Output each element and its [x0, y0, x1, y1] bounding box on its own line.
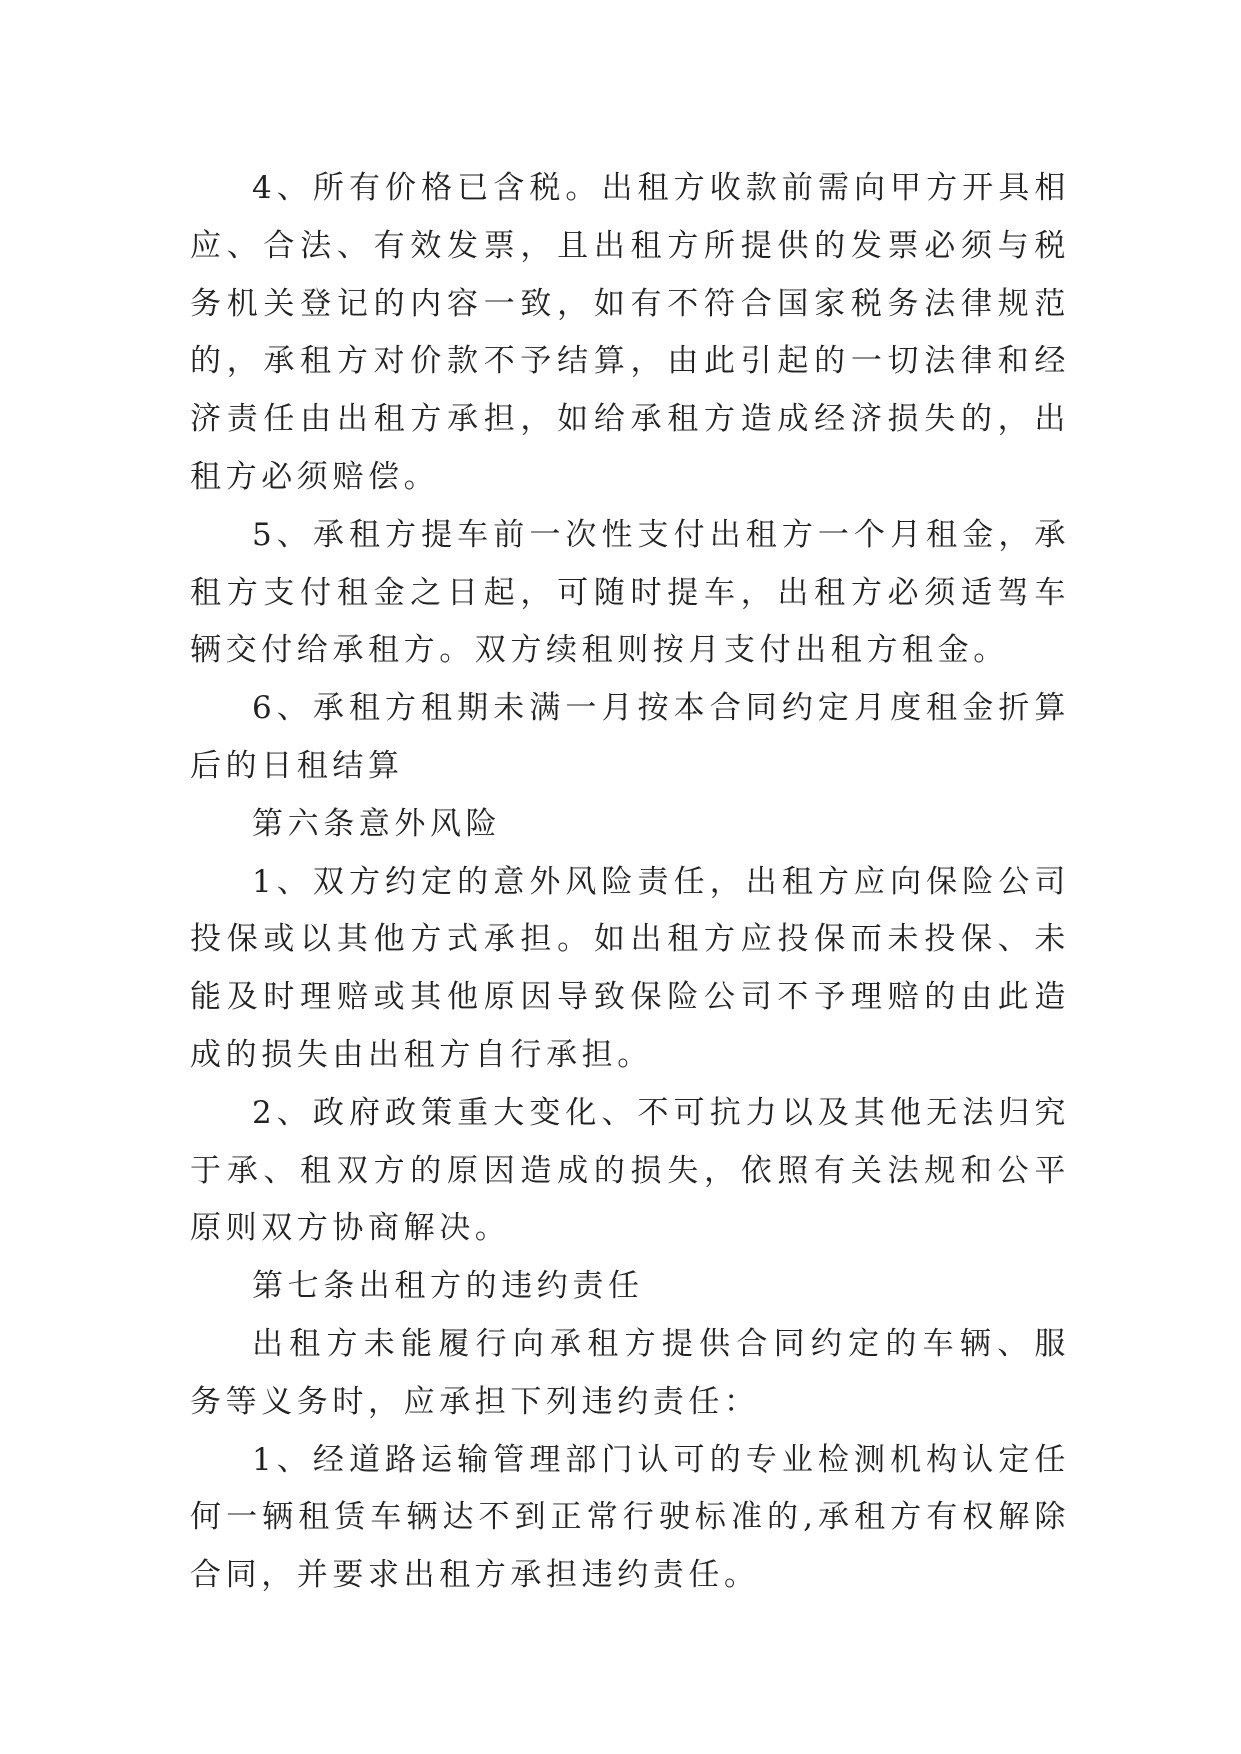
document-body	[190, 160, 1070, 1605]
paragraph-payment-tax-invoice: 4、所有价格已含税。出租方收款前需向甲方开具相应、合法、有效发票，且出租方所提供的发票必须与税务机关登记的内容一致，如有不符合国家税务法律规范的，承租方对价款不予结算，由此引起的一切法律和经济责任由出租方承担，如给承租方造成经济损失的，出租方必须赔偿。	[190, 170, 1070, 495]
article-seven-heading: 第七条出租方的违约责任	[252, 1268, 644, 1305]
paragraph-lessor-breach-intro: 出租方未能履行向承租方提供合同约定的车辆、服务等义务时，应承担下列违约责任：	[190, 1325, 1070, 1420]
paragraph-force-majeure: 2、政府政策重大变化、不可抗力以及其他无法归究于承、租双方的原因造成的损失，依照有关法规和公平原则双方协商解决。	[190, 1094, 1070, 1247]
paragraph-vehicle-inspection: 1、经道路运输管理部门认可的专业检测机构认定任何一辆租赁车辆达不到正常行驶标准的,承租方有权解除合同，并要求出租方承担违约责任。	[190, 1441, 1070, 1594]
paragraph-daily-rent-settlement: 6、承租方租期未满一月按本合同约定月度租金折算后的日租结算	[190, 690, 1070, 784]
paragraph-rent-prepayment: 5、承租方提车前一次性支付出租方一个月租金，承租方支付租金之日起，可随时提车，出租方必须适驾车辆交付给承租方。双方续租则按月支付出租方租金。	[190, 516, 1070, 669]
article-six-heading: 第六条意外风险	[252, 805, 502, 842]
paragraph-accident-risk-insurance: 1、双方约定的意外风险责任，出租方应向保险公司投保或以其他方式承担。如出租方应投保而未投保、未能及时理赔或其他原因导致保险公司不予理赔的由此造成的损失由出租方自行承担。	[190, 863, 1070, 1073]
